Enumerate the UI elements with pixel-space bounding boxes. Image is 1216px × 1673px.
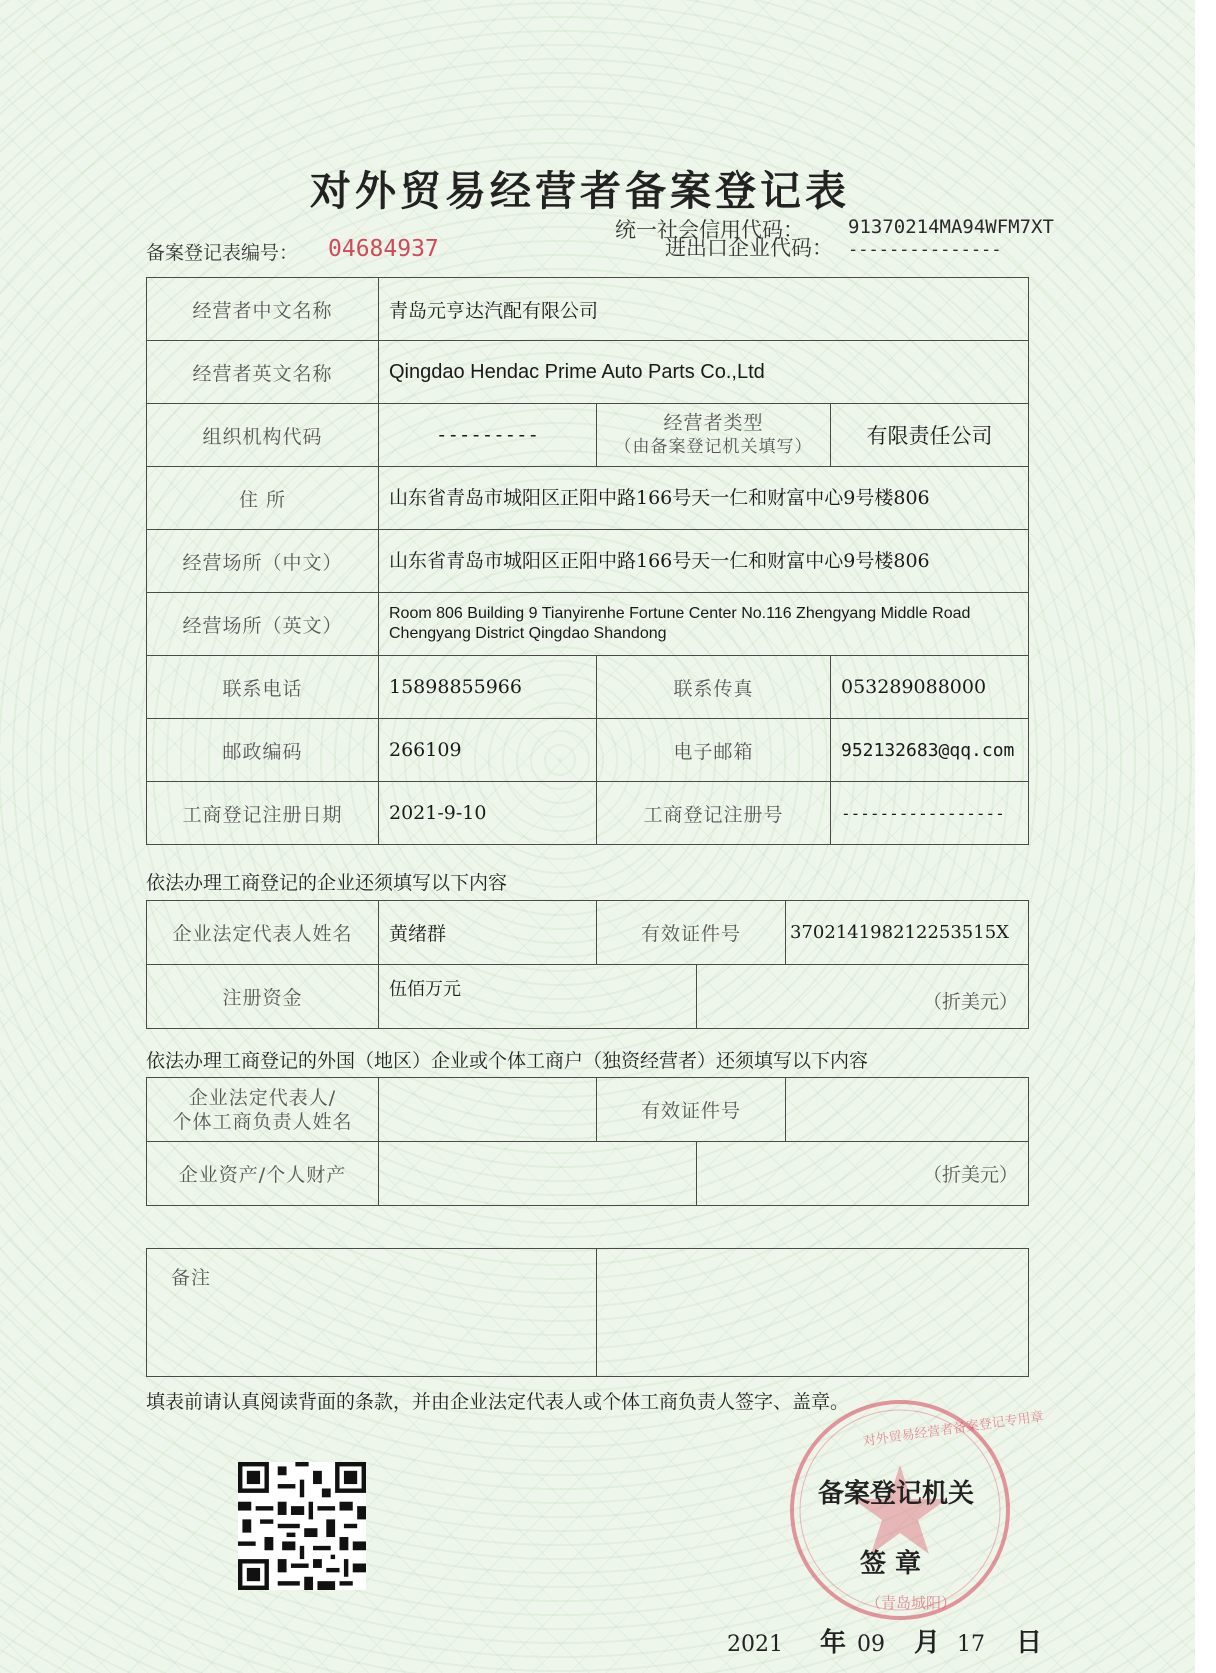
capital-label: 注册资金 [147, 965, 379, 1029]
table-row [147, 1078, 1029, 1142]
rep-label-line2: 个体工商负责人姓名 [172, 1110, 353, 1133]
address-value: 山东省青岛市城阳区正阳中路166号天一仁和财富中心9号楼806 [379, 467, 1029, 530]
org-code-value: --------- [379, 404, 597, 467]
table-row [147, 278, 1029, 341]
cn-name-value: 青岛元亨达汽配有限公司 [379, 278, 1029, 341]
capital-usd-note: （折美元） [697, 965, 1029, 1029]
rep-value [379, 1078, 597, 1142]
sign-date [727, 1622, 1042, 1659]
remarks-value [597, 1249, 1029, 1377]
section1-heading: 依法办理工商登记的企业还须填写以下内容 [146, 872, 508, 894]
table-row [147, 656, 1029, 719]
section2-id-value [786, 1078, 1029, 1142]
authority-line2: 签 章 [860, 1549, 922, 1579]
org-code-label: 组织机构代码 [147, 404, 379, 467]
remarks-table [146, 1248, 1029, 1377]
rep-label [147, 1078, 379, 1142]
place-cn-value: 山东省青岛市城阳区正阳中路166号天一仁和财富中心9号楼806 [379, 530, 1029, 593]
date-day: 17 [957, 1632, 986, 1657]
capital-value: 伍佰万元 [379, 965, 697, 1029]
date-year: 2021 [727, 1632, 783, 1657]
assets-value [379, 1142, 697, 1206]
en-name-value: Qingdao Hendac Prime Auto Parts Co.,Ltd [379, 341, 1029, 404]
main-info-table [146, 277, 1029, 845]
cn-name-label: 经营者中文名称 [147, 278, 379, 341]
date-month-unit: 月 [914, 1628, 941, 1658]
place-en-label: 经营场所（英文） [147, 593, 379, 656]
reg-date-value: 2021-9-10 [379, 782, 597, 845]
legal-rep-value: 黄绪群 [379, 901, 597, 965]
credit-code-label: 统一社会信用代码： [615, 218, 804, 242]
operator-type-value: 有限责任公司 [831, 404, 1029, 467]
address-label: 住 所 [147, 467, 379, 530]
fax-value: 053289088000 [831, 656, 1029, 719]
email-value: 952132683@qq.com [831, 719, 1029, 782]
postcode-label: 邮政编码 [147, 719, 379, 782]
table-row [147, 782, 1029, 845]
operator-type-label-line1: 经营者类型 [663, 412, 764, 434]
section2-heading: 依法办理工商登记的外国（地区）企业或个体工商户（独资经营者）还须填写以下内容 [146, 1050, 869, 1072]
place-cn-label: 经营场所（中文） [147, 530, 379, 593]
authority-line1: 备案登记机关 [818, 1479, 975, 1509]
phone-value: 15898855966 [379, 656, 597, 719]
table-row [147, 404, 1029, 467]
reg-no-label: 备案登记表编号： [146, 242, 299, 264]
table-row [147, 467, 1029, 530]
email-label: 电子邮箱 [597, 719, 831, 782]
ie-code-value: --------------- [848, 240, 1002, 260]
en-name-label: 经营者英文名称 [147, 341, 379, 404]
postcode-value: 266109 [379, 719, 597, 782]
date-year-unit: 年 [820, 1628, 847, 1658]
id-value: 370214198212253515X [786, 901, 1029, 965]
reg-no-value: 04684937 [328, 236, 439, 262]
table-row [147, 1142, 1029, 1206]
fax-label: 联系传真 [597, 656, 831, 719]
footer-note: 填表前请认真阅读背面的条款，并由企业法定代表人或个体工商负责人签字、盖章。 [146, 1391, 850, 1413]
table-row [147, 901, 1029, 965]
ie-code-label: 进出口企业代码： [665, 236, 833, 260]
document-title: 对外贸易经营者备案登记表 [310, 167, 850, 215]
remarks-label: 备注 [147, 1249, 597, 1377]
operator-type-label-line2: （由备案登记机关填写） [614, 437, 813, 457]
date-day-unit: 日 [1016, 1628, 1043, 1658]
assets-label: 企业资产/个人财产 [147, 1142, 379, 1206]
operator-type-label [597, 404, 831, 467]
reg-num-value: ----------------- [831, 782, 1029, 845]
credit-code-value: 91370214MA94WFM7XT [848, 216, 1054, 238]
rep-label-line1: 企业法定代表人/ [188, 1086, 337, 1109]
table-row [147, 1249, 1029, 1377]
section1-table [146, 900, 1029, 1029]
table-row [147, 530, 1029, 593]
table-row [147, 965, 1029, 1029]
legal-rep-label: 企业法定代表人姓名 [147, 901, 379, 965]
stamp-text: 对外贸易经营者备案登记专用章 [862, 1409, 1045, 1450]
date-month: 09 [857, 1632, 886, 1657]
section2-table [146, 1077, 1029, 1206]
table-row [147, 341, 1029, 404]
place-en-value: Room 806 Building 9 Tianyirenhe Fortune Center No.116 Zhengyang Middle Road Chengyang District Qingdao Shandong [379, 593, 1029, 656]
table-row [147, 593, 1029, 656]
table-row [147, 719, 1029, 782]
assets-usd-note: （折美元） [697, 1142, 1029, 1206]
reg-date-label: 工商登记注册日期 [147, 782, 379, 845]
reg-num-label: 工商登记注册号 [597, 782, 831, 845]
phone-label: 联系电话 [147, 656, 379, 719]
id-label: 有效证件号 [597, 901, 786, 965]
section2-id-label: 有效证件号 [597, 1078, 786, 1142]
qr-code-icon [238, 1462, 366, 1590]
stamp-sub: （青岛城阳） [866, 1594, 957, 1612]
